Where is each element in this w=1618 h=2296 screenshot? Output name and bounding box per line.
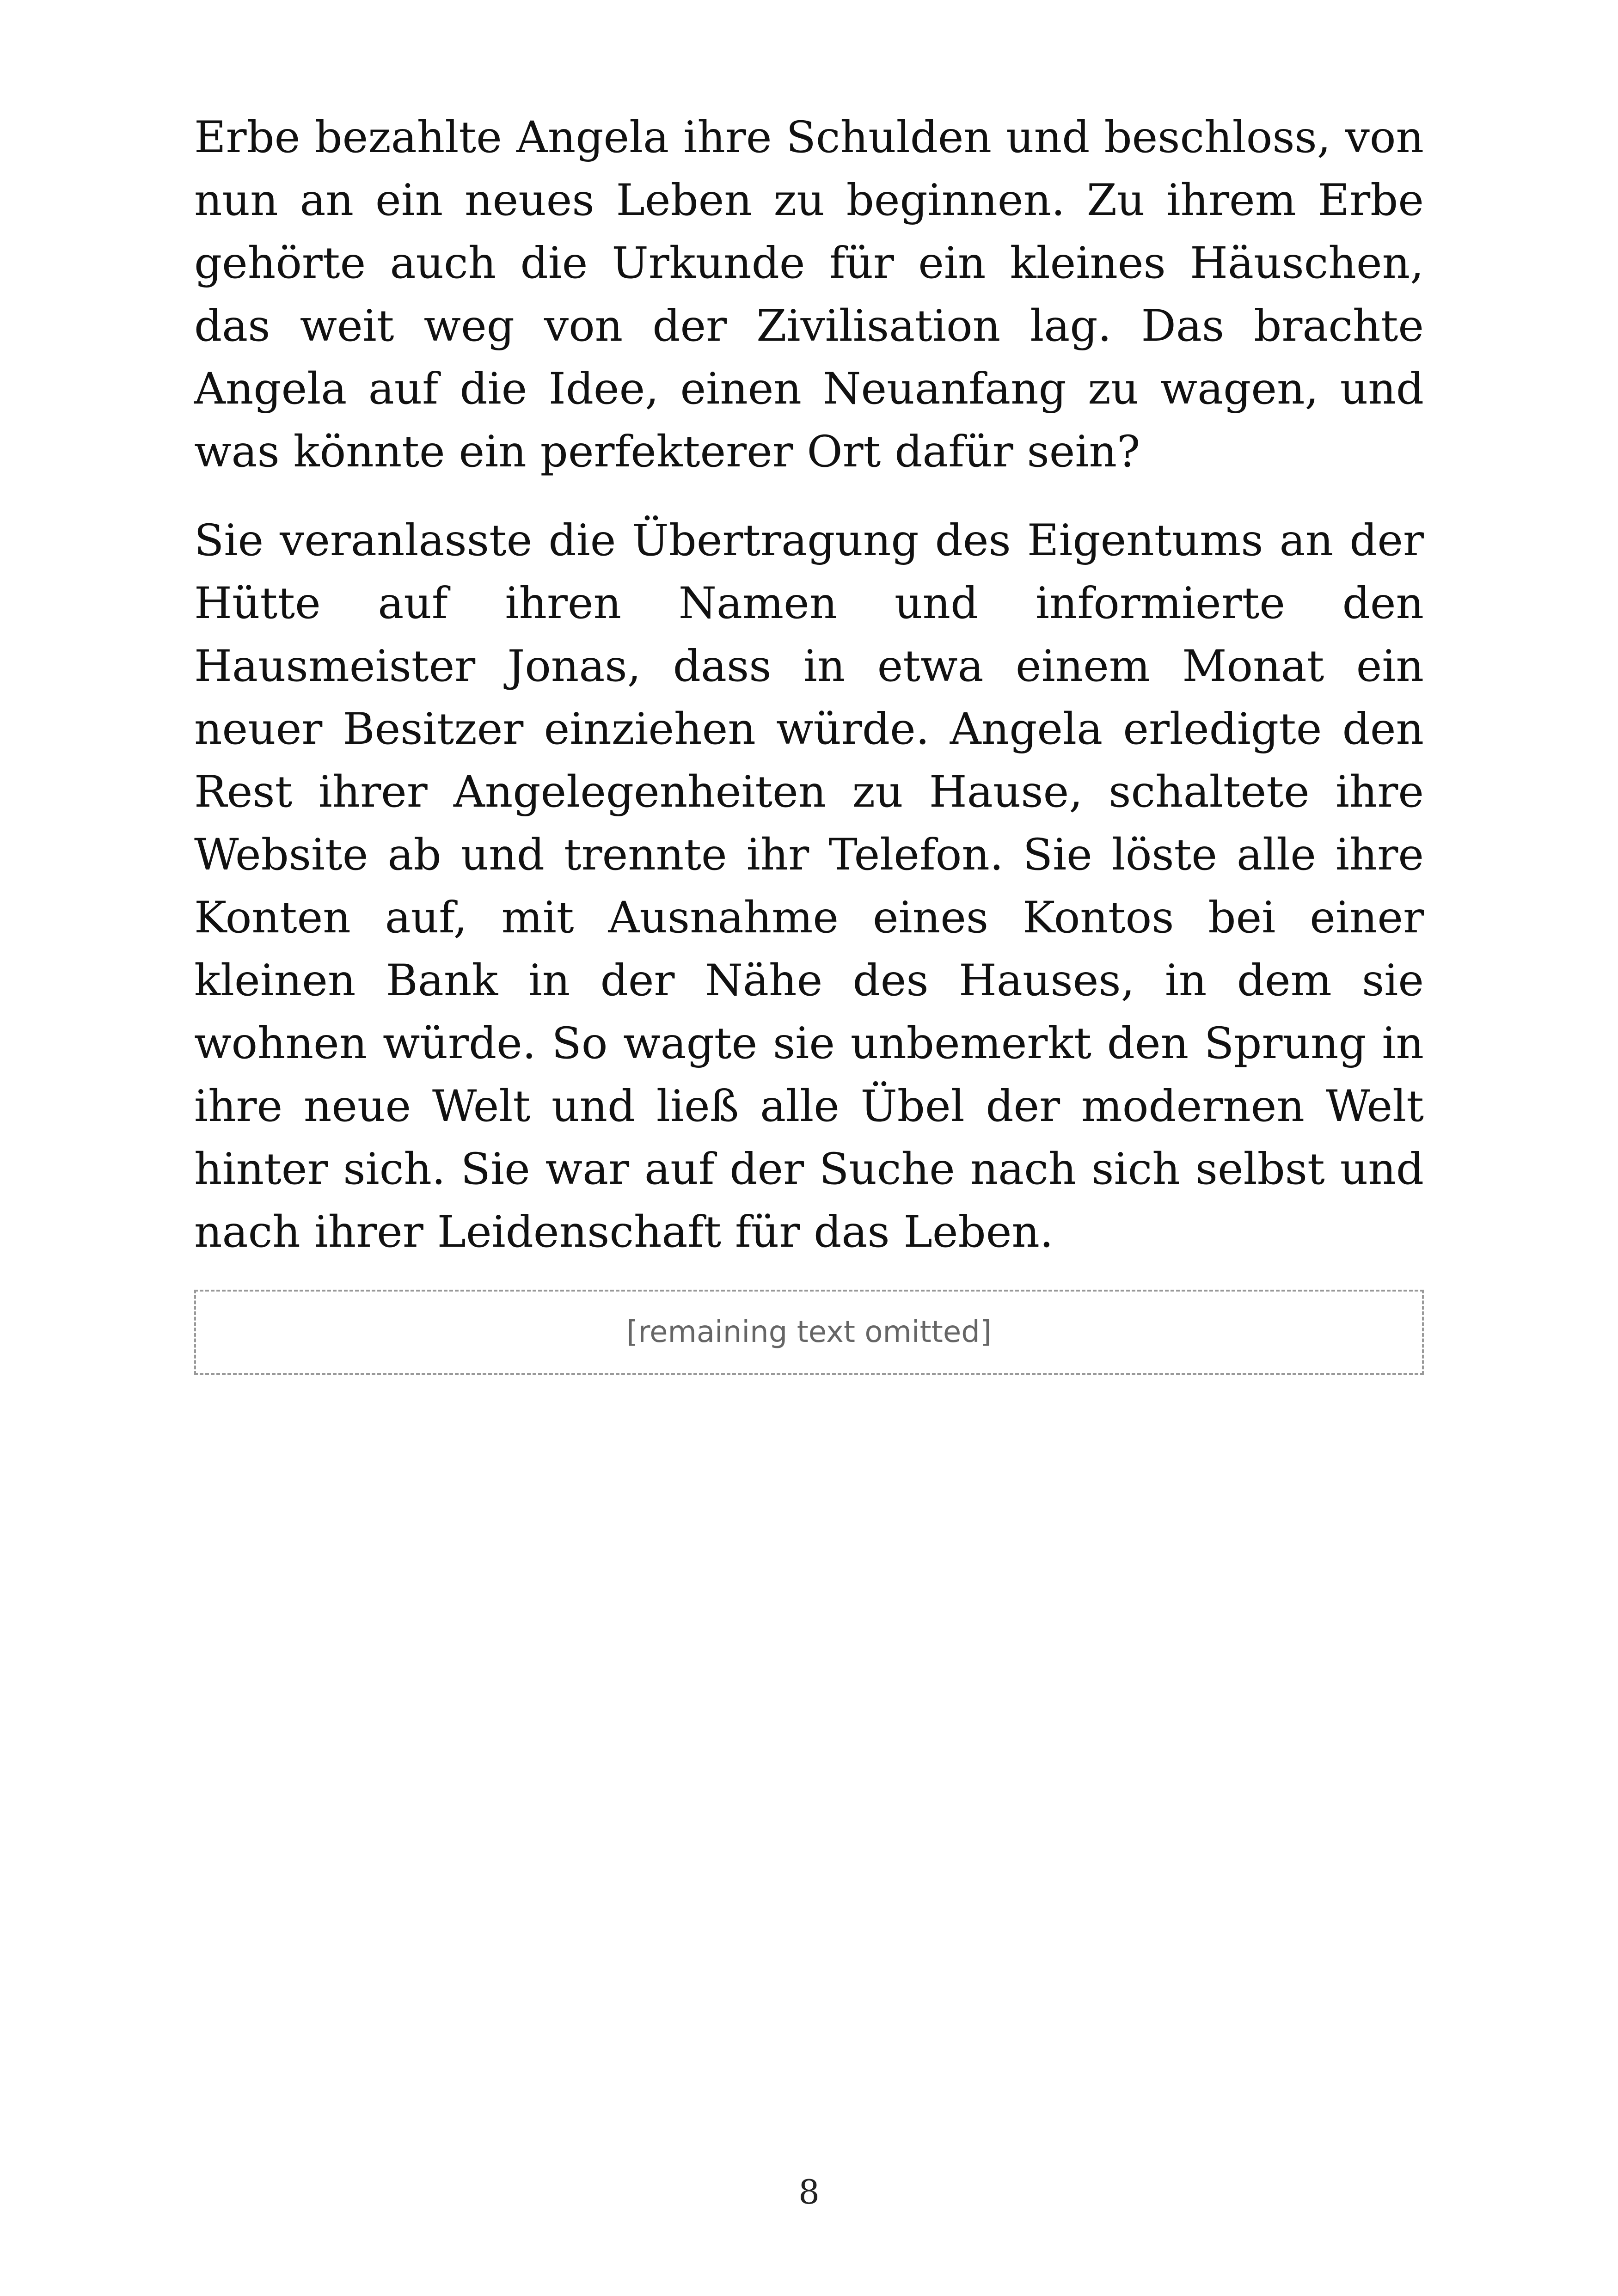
paragraph: Sie veranlasste die Übertragung des Eigentums an der Hütte auf ihren Namen und informierte den Hausmeister Jonas, dass in etwa einem Monat ein neuer Besitzer einziehen würde. Angela erledigte den Rest ihrer Angelegenheiten zu Hause, schaltete ihre Website ab und trennte ihr Telefon. Sie löste alle ihre Konten auf, mit Ausnahme eines Kontos bei einer kleinen Bank in der Nähe des Hauses, in dem sie wohnen würde. So wagte sie unbemerkt den Sprung in ihre neue Welt und ließ alle Übel der modernen Welt hinter sich. Sie war auf der Suche nach sich selbst und nach ihrer Leidenschaft für das Leben. — [194, 515, 1424, 1257]
omitted-content-notice: [remaining text omitted] — [194, 1290, 1424, 1375]
paragraph: Erbe bezahlte Angela ihre Schulden und beschloss, von nun an ein neues Leben zu beginnen. Zu ihrem Erbe gehörte auch die Urkunde für ein kleines Häuschen, das weit weg von der Zivilisation lag. Das brachte Angela auf die Idee, einen Neuanfang zu wagen, und was könnte ein perfekterer Ort dafür sein? — [194, 112, 1424, 477]
document-body — [194, 106, 1424, 1375]
page-number: 8 — [798, 2173, 820, 2211]
